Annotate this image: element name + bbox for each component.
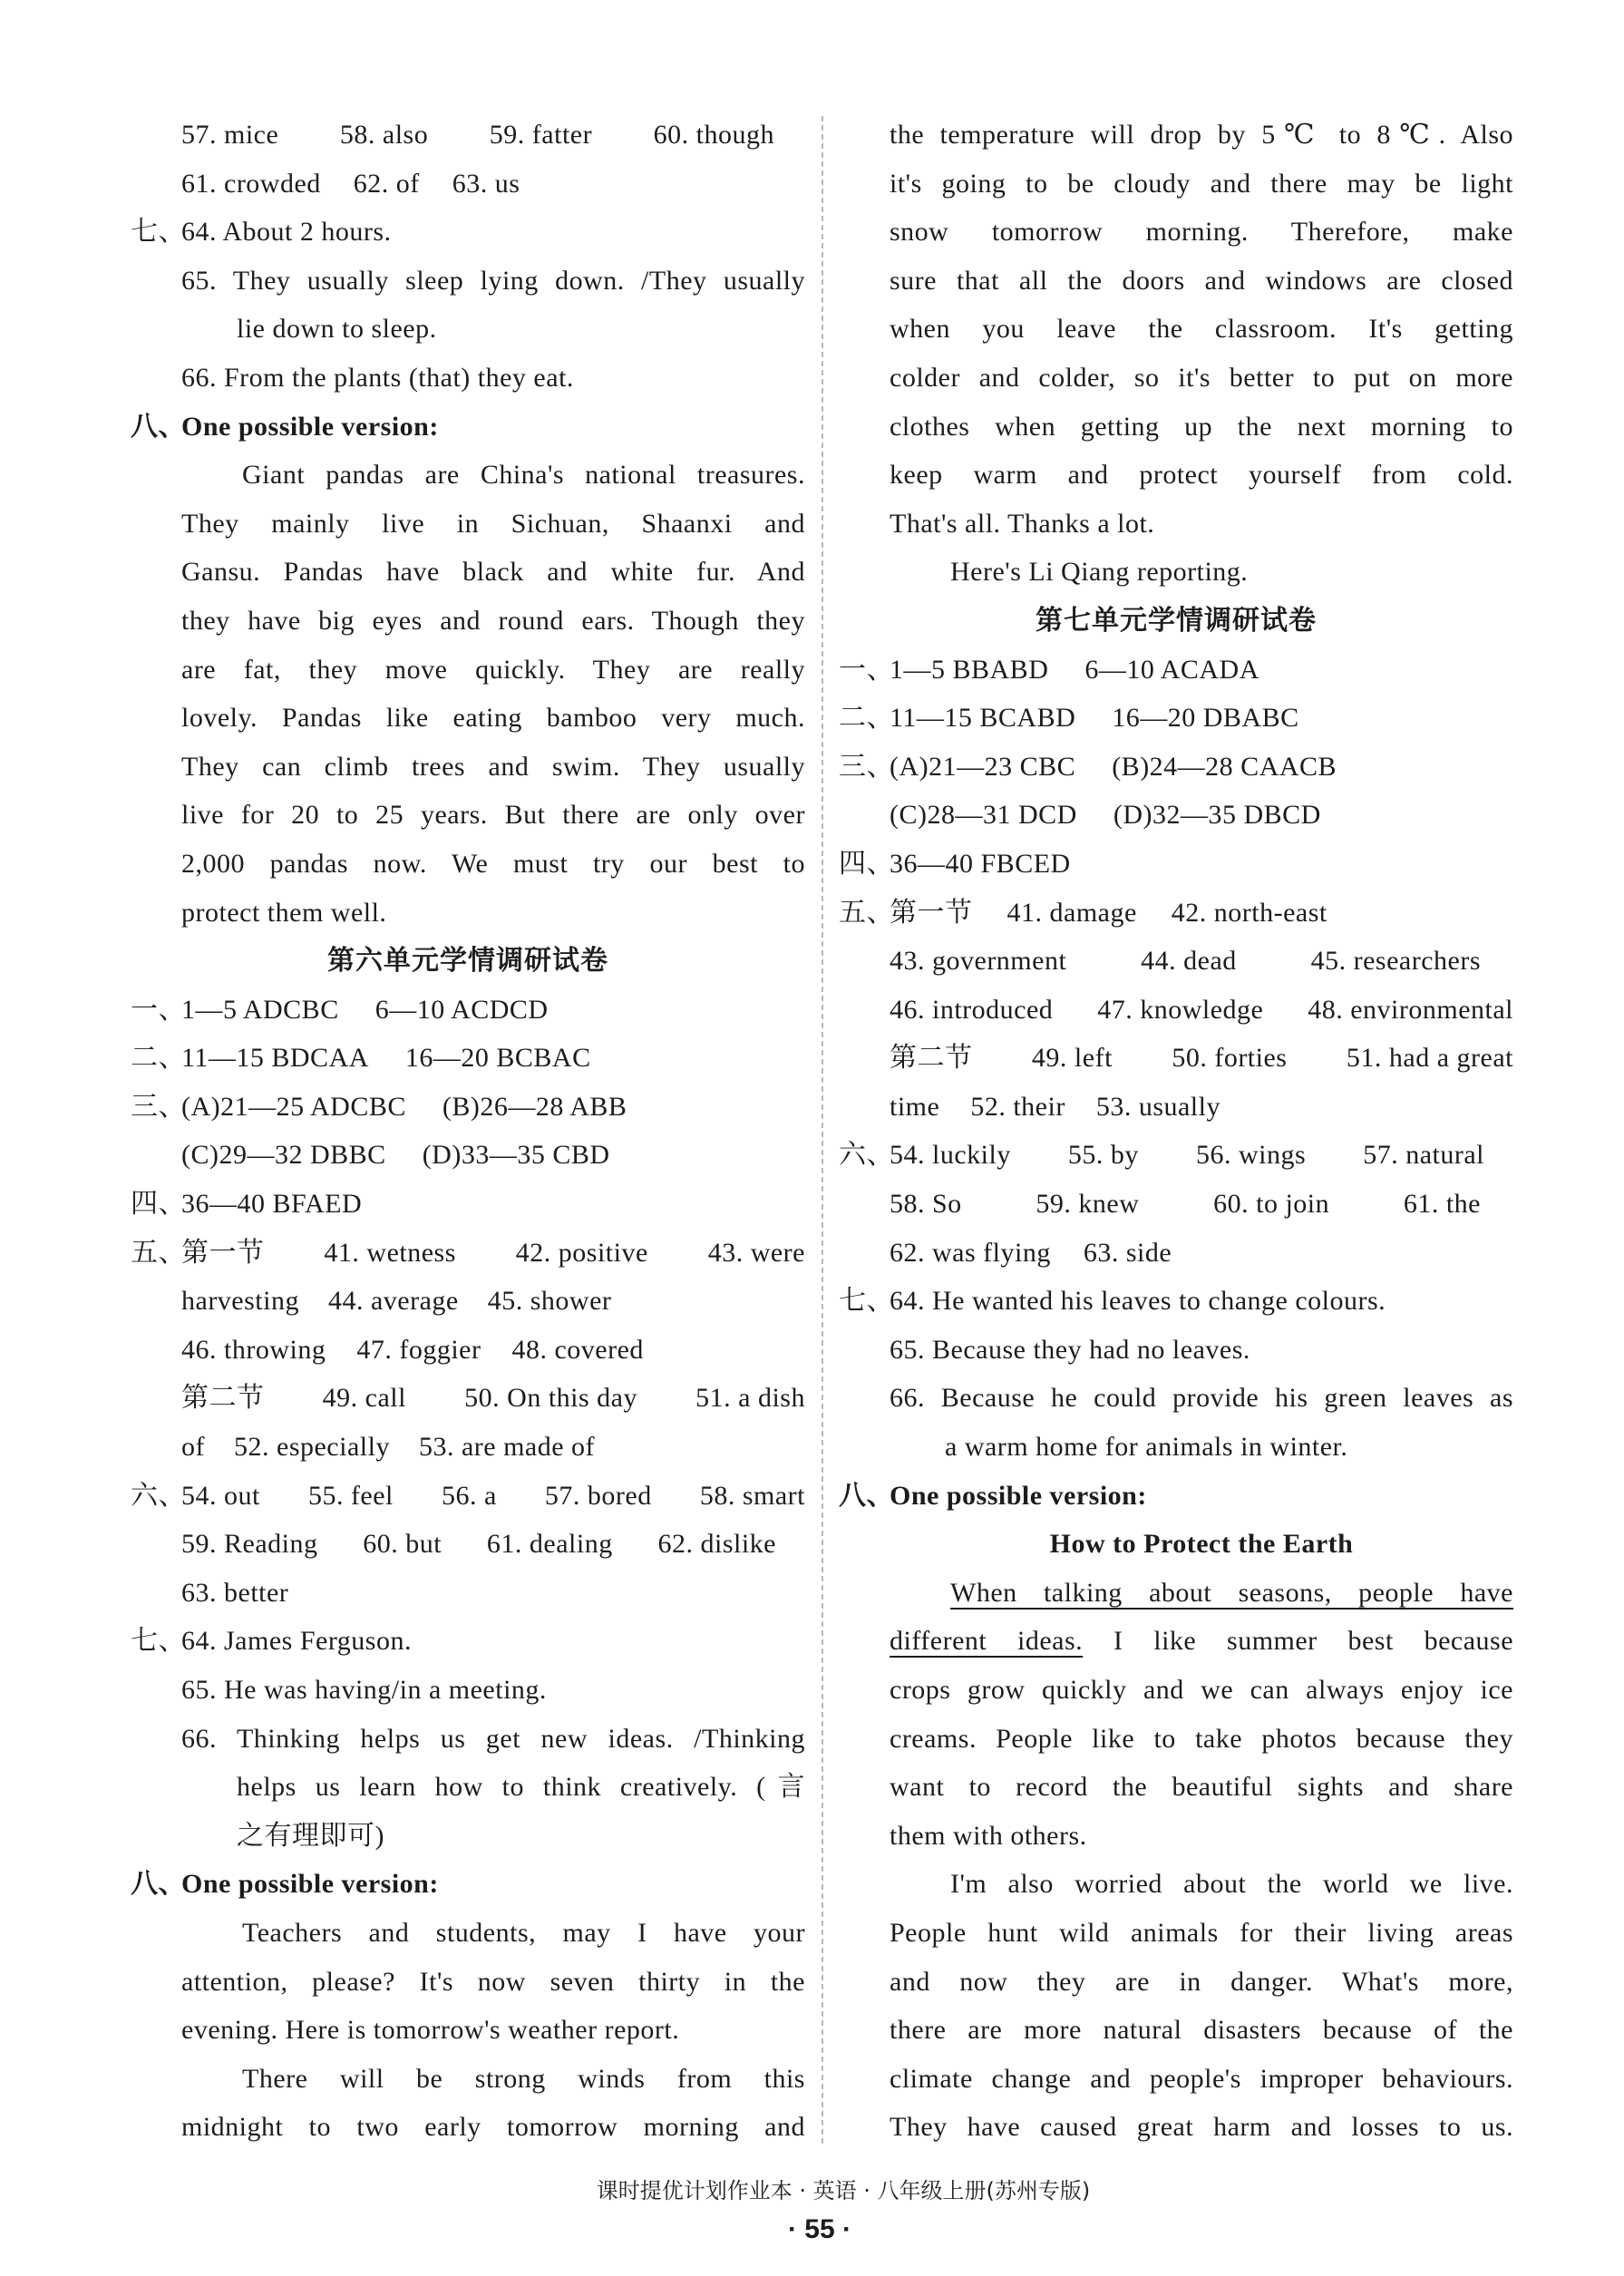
answer-item: 53. are made of	[418, 1432, 596, 1463]
answer-item: 62. dislike	[657, 1529, 776, 1560]
essay-line	[839, 1860, 1513, 1909]
essay-text: there are more natural disasters because of the	[890, 2015, 1513, 2046]
essay-text: People hunt wild animals for their living areas	[890, 1917, 1513, 1948]
column-divider	[822, 116, 823, 2144]
essay-text: midnight to two early tomorrow morning and	[181, 2112, 805, 2143]
answer-row	[131, 1423, 805, 1472]
answer-row	[131, 1472, 805, 1521]
essay-text: crops grow quickly and we can always enjoy ice	[890, 1675, 1513, 1705]
section-marker: 四、	[131, 1189, 186, 1220]
essay-line	[839, 257, 1513, 306]
answer-item: 第二节	[181, 1383, 265, 1414]
answer-item: 62. of	[353, 168, 420, 199]
essay-text: climate change and people's improper behaviours.	[890, 2063, 1513, 2094]
essay-text: and now they are in danger. What's more,	[890, 1966, 1513, 1997]
answer-item: 48. environmental	[1308, 994, 1513, 1025]
answer-item: 51. had a great	[1346, 1043, 1513, 1074]
answer-line	[131, 354, 805, 403]
left-column	[131, 111, 805, 2152]
answer-item: 54. luckily	[890, 1140, 1011, 1171]
section-marker: 一、	[131, 994, 186, 1025]
section-marker: 三、	[131, 1091, 186, 1122]
essay-text: the temperature will drop by 5℃ to 8℃. Also	[890, 120, 1513, 150]
answer-item: 59. knew	[1036, 1189, 1140, 1220]
answer-item: (A)21—23 CBC	[890, 751, 1076, 782]
answer-item: 63. side	[1083, 1237, 1172, 1268]
answer-text: 64. James Ferguson.	[181, 1626, 412, 1657]
answer-item: 56. a	[442, 1480, 497, 1511]
section-marker: 六、	[131, 1480, 186, 1511]
answer-row	[839, 1229, 1513, 1278]
answer-item: 1—5 ADCBC	[181, 994, 339, 1025]
section-marker: 五、	[839, 897, 894, 928]
answer-item: 60. though	[653, 120, 774, 150]
answer-item: 44. average	[327, 1286, 459, 1317]
answer-text: helps us learn how to think creatively. (言	[237, 1772, 805, 1803]
section-marker: 八、	[131, 1869, 186, 1900]
answer-text: 66. Thinking helps us get new ideas. /Thinking	[181, 1723, 805, 1754]
answer-item: 第一节	[181, 1237, 265, 1268]
answer-row	[839, 791, 1513, 840]
answer-item: 52. their	[970, 1091, 1065, 1122]
answer-row	[839, 840, 1513, 889]
underlined-phrase: different ideas.	[890, 1626, 1084, 1657]
essay-text: There will be strong winds from this	[242, 2063, 805, 2094]
essay-text: when you leave the classroom. It's getting	[890, 314, 1513, 345]
answer-row	[131, 1180, 805, 1229]
answer-text: a warm home for animals in winter.	[945, 1432, 1348, 1463]
answer-item: (C)29—32 DBBC	[181, 1140, 386, 1171]
answer-item: 58. smart	[699, 1480, 805, 1511]
answer-item: 63. us	[452, 168, 520, 199]
section-marker: 八、	[839, 1480, 894, 1511]
answer-row	[839, 1180, 1513, 1229]
answer-item: 60. to join	[1213, 1189, 1330, 1220]
essay-line	[839, 1763, 1513, 1812]
essay-line	[839, 2055, 1513, 2104]
essay-line	[131, 548, 805, 597]
answer-item: 41. wetness	[324, 1237, 456, 1268]
essay-text: They have caused great harm and losses to us.	[890, 2112, 1513, 2143]
answer-row	[131, 1569, 805, 1618]
essay-line	[131, 2006, 805, 2055]
essay-line	[839, 1569, 1513, 1618]
answer-item: 46. throwing	[181, 1334, 326, 1365]
answer-item: 49. call	[322, 1383, 406, 1414]
essay-text: want to record the beautiful sights and share	[890, 1772, 1513, 1803]
answer-item: 57. mice	[181, 120, 279, 150]
answer-line	[131, 1666, 805, 1715]
writing-label: One possible version:	[181, 1869, 439, 1900]
answer-line	[839, 1326, 1513, 1375]
unit6-title: 第六单元学情调研试卷	[327, 946, 608, 977]
essay-text: I'm also worried about the world we live.	[950, 1869, 1513, 1900]
answer-item: (D)32—35 DBCD	[1113, 800, 1321, 831]
essay-line	[131, 646, 805, 695]
essay-text: Teachers and students, may I have your	[242, 1917, 805, 1948]
answer-row	[839, 1034, 1513, 1083]
answer-line	[839, 1374, 1513, 1423]
answer-item: 36—40 BFAED	[181, 1189, 363, 1220]
answer-item: 41. damage	[1006, 897, 1137, 928]
answer-item: 50. forties	[1172, 1043, 1288, 1074]
essay-line	[839, 305, 1513, 354]
essay-line	[131, 451, 805, 500]
essay-line	[839, 403, 1513, 452]
essay-line	[839, 500, 1513, 549]
answer-item: 11—15 BCABD	[890, 703, 1076, 734]
answer-line	[839, 1423, 1513, 1472]
answer-item: 63. better	[181, 1577, 289, 1608]
section-marker: 七、	[131, 1626, 186, 1657]
essay-text: protect them well.	[181, 897, 387, 928]
answer-row	[839, 1131, 1513, 1180]
answer-item: 57. natural	[1363, 1140, 1484, 1171]
answer-item: time	[890, 1091, 940, 1122]
answer-item: 54. out	[181, 1480, 260, 1511]
answer-item: 52. especially	[234, 1432, 390, 1463]
answer-row	[131, 1034, 805, 1083]
answer-text: 65. They usually sleep lying down. /They usually	[181, 265, 805, 296]
answer-item: 42. positive	[515, 1237, 648, 1268]
answer-item: 62. was flying	[890, 1237, 1051, 1268]
answer-item: 36—40 FBCED	[890, 848, 1071, 879]
answer-row	[839, 986, 1513, 1035]
essay-line	[839, 2103, 1513, 2152]
essay-text: them with others.	[890, 1820, 1087, 1851]
essay-line	[839, 1715, 1513, 1764]
answer-text: 之有理即可)	[237, 1820, 384, 1851]
answer-line	[131, 305, 805, 354]
answer-item: 61. crowded	[181, 168, 321, 199]
essay-line	[131, 597, 805, 646]
answer-item: 第二节	[890, 1043, 973, 1074]
answer-item: 61. dealing	[486, 1529, 613, 1560]
essay-text: Gansu. Pandas have black and white fur. And	[181, 557, 805, 588]
answer-item: (C)28—31 DCD	[890, 800, 1077, 831]
answer-row	[131, 160, 805, 209]
answer-item: 58. So	[890, 1189, 962, 1220]
essay-line	[839, 111, 1513, 160]
essay-text	[890, 1617, 1513, 1666]
unit7-title: 第七单元学情调研试卷	[1036, 605, 1317, 636]
answer-item: 6—10 ACDCD	[374, 994, 549, 1025]
essay-line	[839, 354, 1513, 403]
essay-text: keep warm and protect yourself from cold.	[890, 460, 1513, 491]
answer-line	[839, 1277, 1513, 1326]
essay-text: clothes when getting up the next morning to	[890, 411, 1513, 442]
section-marker: 二、	[131, 1043, 186, 1074]
essay-text: are fat, they move quickly. They are really	[181, 654, 805, 685]
answer-text: 65. Because they had no leaves.	[890, 1334, 1250, 1365]
answer-text: 64. About 2 hours.	[181, 217, 392, 248]
essay-text: creams. People like to take photos because they	[890, 1723, 1513, 1754]
essay-text: They mainly live in Sichuan, Shaanxi and	[181, 508, 805, 539]
right-column	[839, 111, 1513, 2152]
section-marker: 一、	[839, 654, 894, 685]
answer-item: 49. left	[1031, 1043, 1113, 1074]
answer-line	[131, 1812, 805, 1861]
writing-label-line	[839, 1472, 1513, 1521]
essay-line	[839, 1617, 1513, 1666]
answer-item: of	[181, 1432, 205, 1463]
essay-text: snow tomorrow morning. Therefore, make	[890, 217, 1513, 248]
answer-item: 50. On this day	[464, 1383, 637, 1414]
answer-row	[131, 1326, 805, 1375]
answer-item: 47. foggier	[356, 1334, 481, 1365]
answer-item: 44. dead	[1141, 946, 1237, 977]
essay-text: attention, please? It's now seven thirty in the	[181, 1966, 805, 1997]
answer-row	[131, 111, 805, 160]
essay-line	[131, 500, 805, 549]
answer-item: 43. were	[707, 1237, 805, 1268]
answer-item: 6—10 ACADA	[1084, 654, 1259, 685]
essay-text-rest: I like summer best because	[1113, 1626, 1514, 1657]
underlined-phrase: When talking about seasons, people have	[950, 1577, 1513, 1608]
answer-item: 第一节	[890, 897, 973, 928]
answer-item: 46. introduced	[890, 994, 1054, 1025]
footer-book-title: 课时提优计划作业本 · 英语 · 八年级上册(苏州专版)	[596, 2178, 1091, 2203]
section-marker: 四、	[839, 848, 894, 879]
section-marker: 八、	[131, 411, 186, 442]
answer-line	[131, 1617, 805, 1666]
essay-text: Here's Li Qiang reporting.	[950, 557, 1249, 588]
essay-line	[839, 160, 1513, 209]
essay-text: Giant pandas are China's national treasures.	[242, 460, 805, 491]
answer-text: 64. He wanted his leaves to change colours.	[890, 1286, 1386, 1317]
answer-row	[131, 1374, 805, 1423]
answer-row	[839, 937, 1513, 986]
essay-line	[131, 2055, 805, 2104]
essay-title-line	[839, 1520, 1513, 1569]
answer-text: 66. Because he could provide his green leaves as	[890, 1383, 1513, 1414]
answer-item: 55. feel	[307, 1480, 394, 1511]
answer-line	[131, 257, 805, 306]
answer-item: 16—20 BCBAC	[404, 1043, 591, 1074]
writing-label: One possible version:	[890, 1480, 1147, 1511]
section-marker: 五、	[131, 1237, 186, 1268]
writing-label: One possible version:	[181, 411, 439, 442]
answer-item: 60. but	[363, 1529, 442, 1560]
essay-text: 2,000 pandas now. We must try our best to	[181, 848, 805, 879]
answer-line	[131, 208, 805, 257]
essay-line	[131, 1958, 805, 2007]
answer-item: 51. a dish	[695, 1383, 805, 1414]
essay-line	[839, 1958, 1513, 2007]
answer-item: (B)26—28 ABB	[442, 1091, 627, 1122]
section-marker: 二、	[839, 703, 894, 734]
essay-text: That's all. Thanks a lot.	[890, 508, 1155, 539]
answer-row	[839, 694, 1513, 743]
essay-line	[839, 1812, 1513, 1861]
answer-item: 59. Reading	[181, 1529, 318, 1560]
essay-text: sure that all the doors and windows are closed	[890, 265, 1513, 296]
answer-item: (A)21—25 ADCBC	[181, 1091, 406, 1122]
essay-text: colder and colder, so it's better to put on more	[890, 362, 1513, 393]
answer-item: 59. fatter	[489, 120, 593, 150]
essay-line	[131, 694, 805, 743]
answer-row	[131, 1520, 805, 1569]
essay-line	[131, 791, 805, 840]
answer-line	[131, 1763, 805, 1812]
answer-row	[131, 1131, 805, 1180]
essay-text: lovely. Pandas like eating bamboo very much.	[181, 703, 805, 734]
answer-text: 66. From the plants (that) they eat.	[181, 362, 574, 393]
answer-row	[839, 1083, 1513, 1132]
essay-text: live for 20 to 25 years. But there are only over	[181, 800, 805, 831]
answer-row	[131, 1229, 805, 1278]
essay-text: they have big eyes and round ears. Though they	[181, 605, 805, 636]
section-marker: 七、	[131, 217, 186, 248]
answer-item: 11—15 BDCAA	[181, 1043, 369, 1074]
essay-text: They can climb trees and swim. They usually	[181, 751, 805, 782]
answer-item: 53. usually	[1095, 1091, 1220, 1122]
answer-item: 56. wings	[1195, 1140, 1307, 1171]
answer-item: 48. covered	[511, 1334, 644, 1365]
essay-text: it's going to be cloudy and there may be light	[890, 168, 1513, 199]
section-marker: 七、	[839, 1286, 894, 1317]
essay-text: evening. Here is tomorrow's weather report.	[181, 2015, 680, 2046]
answer-row	[839, 743, 1513, 792]
answer-item: 61. the	[1403, 1189, 1481, 1220]
essay-title: How to Protect the Earth	[1049, 1529, 1354, 1560]
answer-item: 58. also	[339, 120, 429, 150]
answer-item: 57. bored	[544, 1480, 652, 1511]
essay-line	[131, 840, 805, 889]
answer-item: 43. government	[890, 946, 1067, 977]
answer-line	[131, 1715, 805, 1764]
essay-line	[131, 2103, 805, 2152]
answer-item: harvesting	[181, 1286, 299, 1317]
page-number: · 55 ·	[787, 2214, 852, 2244]
answer-row	[131, 1083, 805, 1132]
essay-line	[839, 548, 1513, 597]
writing-label-line	[131, 1860, 805, 1909]
essay-line	[839, 1909, 1513, 1958]
answer-text: 65. He was having/in a meeting.	[181, 1675, 547, 1705]
section-marker: 六、	[839, 1140, 894, 1171]
answer-text: lie down to sleep.	[237, 314, 437, 345]
answer-item: 42. north-east	[1171, 897, 1327, 928]
answer-item: 45. shower	[487, 1286, 612, 1317]
writing-label-line	[131, 403, 805, 452]
answer-item: 47. knowledge	[1097, 994, 1264, 1025]
answer-item: 16—20 DBABC	[1112, 703, 1299, 734]
essay-line	[131, 889, 805, 938]
answer-item: 45. researchers	[1310, 946, 1481, 977]
essay-line	[839, 2006, 1513, 2055]
essay-line	[131, 743, 805, 792]
essay-text	[890, 1569, 1513, 1618]
answer-item: 55. by	[1067, 1140, 1139, 1171]
essay-line	[839, 451, 1513, 500]
answer-item: (D)33—35 CBD	[422, 1140, 610, 1171]
answer-row	[131, 986, 805, 1035]
answer-row	[131, 1277, 805, 1326]
section-marker: 三、	[839, 751, 894, 782]
answer-item: (B)24—28 CAACB	[1112, 751, 1337, 782]
answer-row	[839, 889, 1513, 938]
answer-row	[839, 646, 1513, 695]
answer-item: 1—5 BBABD	[890, 654, 1049, 685]
essay-line	[839, 208, 1513, 257]
essay-line	[131, 1909, 805, 1958]
essay-line	[839, 1666, 1513, 1715]
